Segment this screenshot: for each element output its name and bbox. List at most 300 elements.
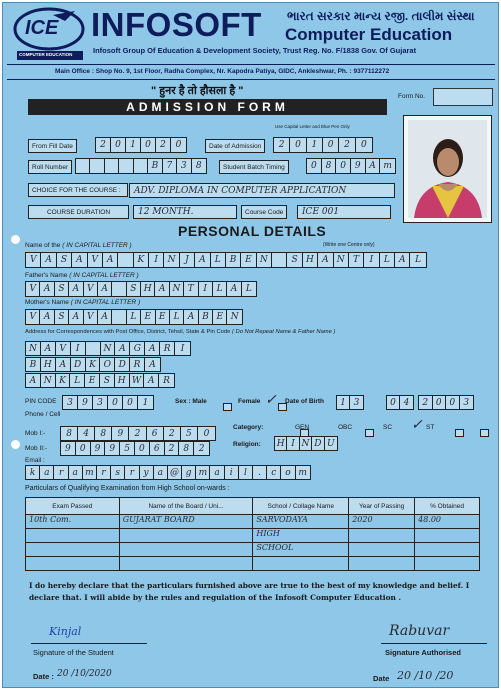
char-cell: 1 [307, 138, 323, 152]
char-cell: K [134, 253, 149, 267]
email-label: Email : [25, 457, 45, 464]
char-cell: N [300, 437, 312, 450]
table-cell[interactable] [415, 529, 480, 543]
char-cell [112, 282, 126, 296]
char-cell: 2 [419, 396, 433, 409]
table-cell[interactable] [349, 529, 415, 543]
name-cells[interactable] [25, 252, 427, 268]
char-cell: 9 [91, 442, 106, 455]
char-cell: D [71, 358, 86, 371]
char-cell: N [41, 374, 56, 387]
char-cell: 0 [336, 159, 351, 173]
char-cell: R [163, 375, 170, 386]
char-cell: V [56, 342, 71, 355]
char-cell [118, 253, 133, 267]
st-check-mark: ✓ [411, 417, 423, 433]
date-right-value: 20 /10 /20 [397, 669, 454, 682]
qualification-table [25, 497, 480, 571]
char-cell: I [71, 342, 86, 355]
qualification-header-cell: % Obtained [415, 498, 480, 515]
caps-note: Use Capital Letter and Blue Pen Only [275, 124, 350, 129]
char-cell: L [70, 374, 85, 387]
char-cell: 8 [61, 427, 78, 440]
char-cell: 3 [63, 396, 78, 409]
society-line: Infosoft Group Of Education & Development Society, Trust Reg. No. F/1838 Gov. Of Gujarat [93, 46, 417, 55]
char-cell: B [199, 310, 213, 324]
char-cell: A [184, 310, 198, 324]
char-cell: A [227, 282, 241, 296]
char-cell: 1 [142, 397, 149, 408]
char-cell: N [164, 253, 179, 267]
obc-checkbox[interactable] [365, 429, 374, 437]
name-label-hint: ( IN CAPITAL LETTER ) [62, 242, 132, 249]
char-cell: s [111, 466, 125, 479]
st-label: ST [426, 424, 435, 431]
char-cell [272, 253, 287, 267]
char-cell [105, 159, 119, 173]
char-cell: S [55, 310, 69, 324]
char-cell: W [130, 374, 145, 387]
char-cell: c [267, 466, 281, 479]
char-cell: O [100, 358, 115, 371]
female-label: Female [238, 398, 261, 405]
qualification-header-cell: Year of Passing [349, 498, 415, 515]
mother-label-text: Mother's Name [25, 299, 69, 306]
table-cell[interactable]: HIGH [253, 529, 349, 543]
char-cell: 5 [181, 427, 198, 440]
date-left-label: Date : [33, 672, 54, 681]
course-value: ADV. DIPLOMA IN COMPUTER APPLICATION [134, 185, 347, 196]
char-cell: r [97, 466, 111, 479]
address-label [25, 330, 335, 336]
address-line3-cells[interactable] [25, 373, 175, 388]
char-cell: 8 [95, 427, 112, 440]
female-check-mark: ✓ [265, 392, 277, 408]
st-checkbox[interactable] [480, 429, 489, 437]
student-photo [403, 115, 492, 223]
char-cell: 2 [164, 427, 181, 440]
char-cell: V [26, 282, 40, 296]
char-cell: 0 [433, 396, 447, 409]
roll-number-cells[interactable] [75, 158, 207, 174]
char-cell: 4 [403, 397, 410, 408]
char-cell: 0 [387, 396, 400, 409]
brand-subtitle: Computer Education [285, 25, 453, 44]
form-title [28, 99, 387, 115]
table-cell[interactable]: 2020 [349, 515, 415, 529]
char-cell: A [40, 282, 54, 296]
char-cell: 9 [351, 159, 366, 173]
char-cell: J [180, 253, 195, 267]
admission-form [2, 2, 499, 688]
table-row [26, 529, 480, 543]
char-cell: H [115, 374, 130, 387]
address-label-hint: ( Do Not Repeat Name & Father Name ) [231, 329, 336, 335]
char-cell: 3 [463, 397, 470, 408]
student-signature: Kinjal [49, 625, 82, 638]
student-signature-label: Signature of the Student [33, 648, 114, 657]
char-cell: L [245, 284, 252, 294]
religion-cells[interactable] [274, 436, 338, 451]
religion-label: Religion: [233, 441, 261, 448]
char-cell: L [213, 282, 227, 296]
batch-timing-cells[interactable] [306, 158, 396, 174]
char-cell: @ [168, 466, 182, 479]
char-cell [90, 159, 104, 173]
char-cell: N [230, 312, 239, 322]
char-cell: A [98, 282, 112, 296]
char-cell: A [318, 253, 333, 267]
father-label-hint: ( IN CAPITAL LETTER ) [69, 272, 139, 279]
qualification-header-cell: Exam Passed [26, 498, 120, 515]
char-cell: 6 [150, 442, 165, 455]
table-cell[interactable] [26, 529, 120, 543]
char-cell: A [366, 159, 381, 173]
course-label: CHOICE FOR THE COURSE : [28, 183, 128, 197]
email-cells[interactable] [25, 465, 311, 480]
header-divider [7, 79, 495, 80]
dob-month-cells[interactable] [386, 395, 414, 410]
signature-line [31, 643, 147, 644]
name-label [25, 243, 132, 250]
table-row [26, 557, 480, 571]
char-cell: A [103, 253, 118, 267]
char-cell: B [26, 358, 41, 371]
signature-line [381, 643, 487, 644]
char-cell: 2 [339, 138, 355, 152]
char-cell: l [239, 466, 253, 479]
char-cell: 3 [177, 159, 191, 173]
table-row [26, 543, 480, 557]
mother-label [25, 300, 140, 307]
char-cell: i [225, 466, 239, 479]
char-cell: R [160, 342, 175, 355]
sex-label: Sex : Male [175, 398, 207, 405]
char-cell: I [364, 253, 379, 267]
date-left-value: 20 /10/2020 [57, 669, 112, 679]
form-no-field[interactable] [433, 88, 493, 106]
char-cell: N [257, 253, 272, 267]
char-cell: V [26, 310, 40, 324]
char-cell: V [84, 282, 98, 296]
char-cell: L [380, 253, 395, 267]
header-divider [7, 64, 495, 65]
qualification-header-row [26, 498, 480, 515]
char-cell: 0 [203, 428, 210, 439]
char-cell: 0 [360, 140, 367, 150]
char-cell: L [170, 310, 184, 324]
pin-label: PIN CODE [25, 398, 57, 405]
course-field[interactable] [129, 183, 395, 198]
char-cell: A [98, 310, 112, 324]
char-cell: K [56, 374, 71, 387]
char-cell: m [196, 466, 210, 479]
char-cell: A [195, 253, 210, 267]
char-cell: A [41, 342, 56, 355]
name-label-text: Name of the [25, 242, 61, 249]
char-cell: 2 [165, 442, 180, 455]
char-cell: 0 [111, 138, 126, 152]
char-cell: 1 [337, 396, 350, 409]
father-cells[interactable] [25, 281, 257, 297]
char-cell: 2 [156, 138, 171, 152]
char-cell: G [130, 342, 145, 355]
char-cell: A [144, 374, 159, 387]
form-fill-date-label: From Fill Date [28, 139, 77, 153]
address-line2-cells[interactable] [25, 357, 161, 372]
char-cell: S [127, 282, 141, 296]
char-cell: V [26, 253, 41, 267]
punch-hole [11, 440, 20, 449]
char-cell: E [141, 310, 155, 324]
duration-value: 12 MONTH. [138, 207, 194, 217]
table-cell[interactable]: GUJARAT BOARD [119, 515, 253, 529]
table-cell[interactable] [119, 529, 253, 543]
char-cell: A [69, 310, 83, 324]
mother-cells[interactable] [25, 309, 243, 325]
table-cell[interactable] [349, 557, 415, 571]
mother-label-hint: ( IN CAPITAL LETTER ) [70, 299, 141, 306]
authorised-signature: Rabuvar [389, 623, 450, 639]
dob-label: Date of Birth [285, 398, 324, 405]
char-cell: N [101, 342, 116, 355]
char-cell: 4 [78, 427, 95, 440]
char-cell: S [100, 374, 115, 387]
mob2-label: Mob II:- [25, 445, 48, 452]
char-cell: 0 [307, 159, 322, 173]
char-cell: A [26, 374, 41, 387]
char-cell: 9 [105, 442, 120, 455]
char-cell: 0 [323, 138, 339, 152]
char-cell: 7 [163, 159, 177, 173]
char-cell: A [41, 253, 56, 267]
char-cell: B [148, 159, 162, 173]
char-cell: I [180, 343, 185, 354]
mob1-cells[interactable] [60, 426, 216, 441]
char-cell: D [312, 437, 324, 450]
table-cell[interactable]: SCHOOL [253, 543, 349, 557]
table-cell[interactable] [26, 543, 120, 557]
qualification-header-cell: School / Collage Name [253, 498, 349, 515]
char-cell: g [182, 466, 196, 479]
char-cell: U [326, 438, 335, 449]
char-cell: A [395, 253, 410, 267]
char-cell: N [26, 342, 41, 355]
char-cell: I [199, 282, 213, 296]
char-cell: A [149, 359, 156, 370]
mob1-label: Mob I:- [25, 430, 46, 437]
father-label-text: Father's Name [25, 272, 68, 279]
qualification-title: Particulars of Qualifying Examination from High School on-wards : [25, 485, 230, 492]
char-cell [134, 159, 148, 173]
form-fill-date-cells[interactable] [95, 137, 187, 153]
char-cell: E [156, 310, 170, 324]
char-cell: A [69, 282, 83, 296]
char-cell [119, 159, 133, 173]
brand-name: INFOSOFT [91, 6, 262, 43]
char-cell [76, 159, 90, 173]
table-cell[interactable] [119, 557, 253, 571]
char-cell: o [281, 466, 295, 479]
char-cell: E [213, 310, 227, 324]
char-cell: 3 [353, 397, 360, 408]
char-cell: I [149, 253, 164, 267]
form-no-label: Form No. [398, 93, 426, 100]
dob-day-cells[interactable] [336, 395, 364, 410]
punch-hole [11, 235, 20, 244]
qualification-header-cell: Name of the Board / Uni... [119, 498, 253, 515]
course-code-value: ICE 001 [302, 207, 340, 217]
form-title-text: ADMISSION FORM [126, 100, 289, 114]
char-cell: 8 [322, 159, 337, 173]
course-code-field[interactable] [297, 205, 391, 219]
char-cell: A [72, 253, 87, 267]
char-cell: A [115, 342, 130, 355]
motto: " हुनर है तो हौसला है " [151, 85, 244, 97]
char-cell: A [40, 310, 54, 324]
char-cell: 0 [135, 442, 150, 455]
char-cell: m [298, 467, 307, 478]
duration-field[interactable] [133, 205, 237, 219]
address-line: Main Office : Shop No. 9, 1st Floor, Radha Complex, Nr. Kapodra Patiya, GIDC, Ankleshwar, Ph. : 9377112272 [55, 68, 390, 75]
char-cell: m [383, 161, 392, 171]
char-cell: . [253, 466, 267, 479]
char-cell: R [130, 358, 145, 371]
char-cell: 0 [123, 396, 138, 409]
char-cell: 0 [290, 138, 306, 152]
batch-timing-label: Student Batch Timing [219, 160, 289, 174]
dob-year-cells[interactable] [418, 395, 474, 410]
char-cell: H [275, 437, 287, 450]
male-checkbox[interactable] [223, 403, 232, 411]
table-cell[interactable] [253, 557, 349, 571]
char-cell: B [226, 253, 241, 267]
char-cell: V [88, 253, 103, 267]
char-cell: r [125, 466, 139, 479]
char-cell: L [127, 310, 141, 324]
admission-date-cells[interactable] [273, 137, 373, 153]
sc-checkbox[interactable] [455, 429, 464, 437]
char-cell: N [334, 253, 349, 267]
char-cell: 1 [126, 138, 141, 152]
char-cell: y [140, 466, 154, 479]
table-cell[interactable] [349, 543, 415, 557]
char-cell: 9 [61, 442, 76, 455]
phone-label: Phone / Cell [25, 411, 61, 418]
char-cell: 0 [108, 396, 123, 409]
char-cell: D [115, 358, 130, 371]
char-cell: A [56, 358, 71, 371]
one-centre-note: (Write one Centre only) [323, 242, 375, 248]
obc-label: OBC [338, 424, 353, 431]
date-right-label: Date [373, 674, 390, 683]
char-cell: 2 [96, 138, 111, 152]
table-cell[interactable]: 48.00 [415, 515, 480, 529]
table-cell[interactable] [26, 557, 120, 571]
char-cell: L [211, 253, 226, 267]
char-cell: A [145, 342, 160, 355]
char-cell: a [69, 466, 83, 479]
char-cell: m [83, 466, 97, 479]
char-cell: 2 [274, 138, 290, 152]
char-cell [112, 310, 126, 324]
char-cell: 0 [446, 396, 460, 409]
table-cell[interactable]: 10th Com. [26, 515, 120, 529]
char-cell: T [184, 282, 198, 296]
char-cell: 0 [141, 138, 156, 152]
char-cell: E [85, 374, 100, 387]
char-cell: V [84, 310, 98, 324]
char-cell: a [40, 466, 54, 479]
declaration-text: I do hereby declare that the particulars furnished above are true to the best of my knowledge and belief. I declare that. I will abide by the rules and regulation of the Infosoft Computer Education . [29, 581, 470, 602]
char-cell: k [26, 466, 40, 479]
admission-date-label: Date of Admission [205, 139, 265, 153]
father-label [25, 273, 139, 280]
ice-logo [13, 7, 87, 63]
authorised-signature-label: Signature Authorised [385, 648, 461, 657]
duration-label: COURSE DURATION [28, 205, 129, 219]
char-cell: H [303, 253, 318, 267]
logo-caption: COMPUTER EDUCATION [19, 52, 73, 57]
char-cell: N [170, 282, 184, 296]
address-line1-cells[interactable] [25, 341, 191, 356]
category-label: Category: [233, 424, 264, 431]
sc-label: SC [383, 424, 393, 431]
gujarati-tagline: ભારત સરકાર માન્ય રજી. તાલીમ સંસ્થા [287, 9, 475, 23]
personal-heading: PERSONAL DETAILS [178, 223, 327, 239]
char-cell: 3 [93, 396, 108, 409]
char-cell: 6 [147, 427, 164, 440]
table-cell[interactable]: SARVODAYA [253, 515, 349, 529]
char-cell: 0 [175, 140, 182, 150]
char-cell: 2 [198, 443, 205, 454]
char-cell [86, 342, 101, 355]
mob2-cells[interactable] [60, 441, 210, 456]
char-cell: A [155, 282, 169, 296]
address-label-text: Address for Correspondences with Post Office, District, Tehsil, State & Pin Code [25, 329, 231, 335]
table-row [26, 515, 480, 529]
char-cell: a [210, 466, 224, 479]
char-cell: 5 [120, 442, 135, 455]
char-cell: K [86, 358, 101, 371]
char-cell: 2 [129, 427, 146, 440]
table-cell[interactable] [415, 557, 480, 571]
char-cell: 9 [112, 427, 129, 440]
char-cell: 9 [78, 396, 93, 409]
logo-text: ICE [25, 17, 59, 39]
char-cell: L [415, 255, 422, 265]
char-cell: 8 [179, 442, 194, 455]
char-cell: I [287, 437, 299, 450]
roll-number-label: Roll Number [28, 160, 72, 174]
table-cell[interactable] [119, 543, 253, 557]
char-cell: S [287, 253, 302, 267]
char-cell: S [57, 253, 72, 267]
char-cell: 8 [195, 161, 202, 171]
char-cell: H [141, 282, 155, 296]
char-cell: 0 [76, 442, 91, 455]
table-cell[interactable] [415, 543, 480, 557]
course-code-label: Course Code [241, 205, 287, 219]
char-cell: T [349, 253, 364, 267]
char-cell: r [54, 466, 68, 479]
char-cell: S [55, 282, 69, 296]
gen-label: GEN [295, 424, 310, 431]
char-cell: E [241, 253, 256, 267]
char-cell: a [154, 466, 168, 479]
char-cell: H [41, 358, 56, 371]
pin-cells[interactable] [62, 395, 154, 410]
